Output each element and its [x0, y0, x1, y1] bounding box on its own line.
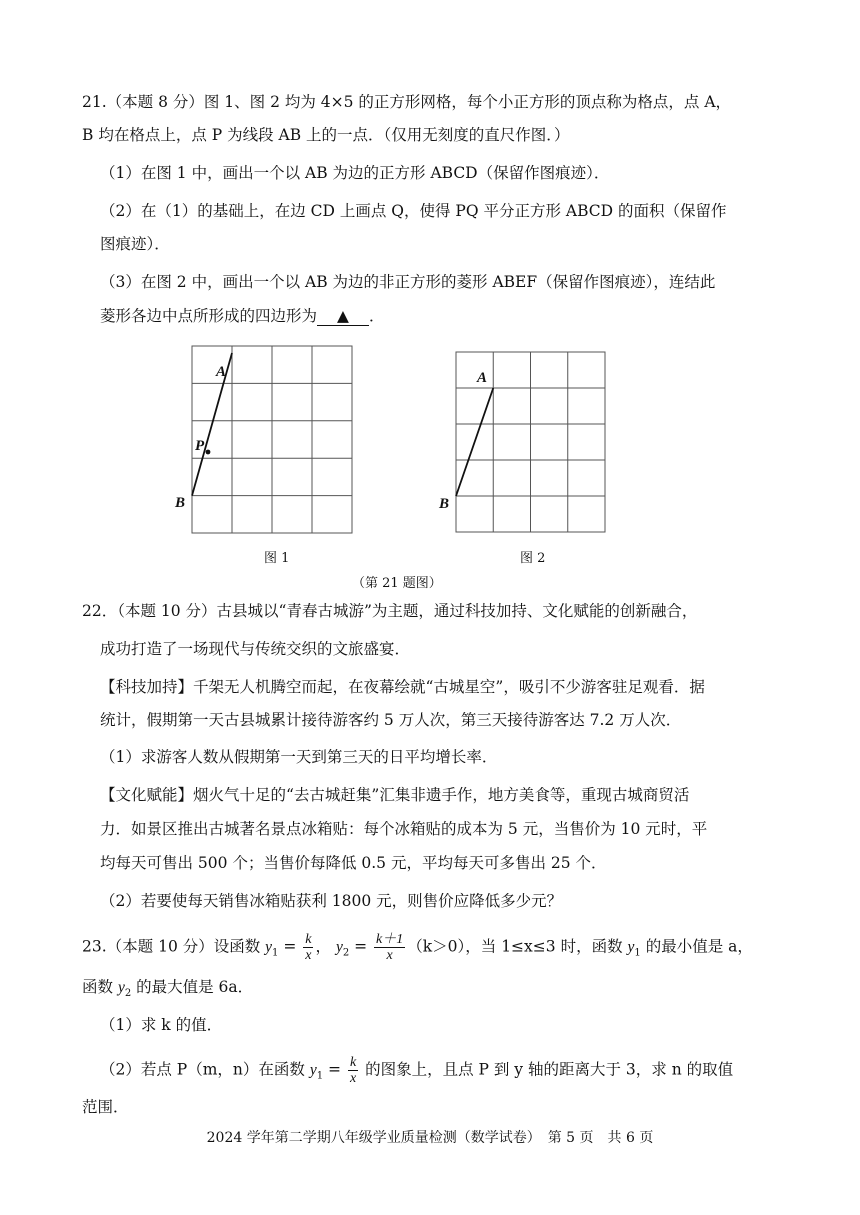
equals-sign: =	[278, 937, 302, 956]
page-footer: 2024 学年第二学期八年级学业质量检测（数学试卷） 第 5 页 共 6 页	[206, 1130, 654, 1146]
figure-caption: （第 21 题图）	[352, 576, 442, 591]
q21-line-2: B 均在格点上，点 P 为线段 AB 上的一点．（仅用无刻度的直尺作图．）	[82, 126, 570, 144]
answer-blank: ▲	[317, 307, 369, 326]
q21-part-3-cont	[100, 305, 385, 327]
var-y: y	[335, 938, 343, 956]
var-y: y	[117, 979, 125, 996]
q21-part-1: （1）在图 1 中，画出一个以 AB 为边的正方形 ABCD（保留作图痕迹）．	[100, 164, 610, 182]
subscript-1: 1	[634, 947, 641, 959]
q21-part-2: （2）在（1）的基础上，在边 CD 上画点 Q，使得 PQ 平分正方形 ABCD 的面积（保留作	[100, 202, 727, 220]
segment-ab-fig2	[456, 388, 493, 496]
fraction-k-over-x: $\frac{k}{x}$	[305, 932, 312, 963]
figure-2-label: 图 2	[520, 551, 546, 566]
q23-line-1	[82, 932, 753, 965]
var-y: y	[627, 938, 635, 956]
subscript-1: 1	[272, 947, 279, 959]
label-a: A	[216, 364, 227, 380]
q23-min-text: 的最小值是 a，	[640, 937, 753, 956]
equals-sign: =	[349, 937, 373, 956]
figure-1-label: 图 1	[264, 551, 290, 566]
subscript-2: 2	[124, 988, 132, 1000]
q22-culture-line-1: 【文化赋能】烟火气十足的“去古城赶集”汇集非遗手作，地方美食等，重现古城商贸活	[100, 786, 690, 804]
label-p: P	[195, 438, 205, 454]
q22-part-2: （2）若要使每天销售冰箱贴获利 1800 元，则售价应降低多少元？	[100, 892, 563, 910]
q23-condition: （k＞0），当 1≤x≤3 时，函数	[407, 937, 628, 956]
figure-1-grid	[170, 340, 370, 540]
point-p	[206, 450, 211, 455]
fraction-k-over-x: $\frac{k}{x}$	[349, 1055, 357, 1086]
q22-culture-line-2: 力．如景区推出古城著名景点冰箱贴：每个冰箱贴的成本为 5 元，当售价为 10 元时，平	[100, 820, 708, 838]
q21-line-1: 21.（本题 8 分）图 1、图 2 均为 4×5 的正方形网格，每个小正方形的顶点称为格点，点 A，	[82, 93, 732, 111]
q23-line-2: 函数 $y_2$ 的最大值是 6a．	[82, 978, 254, 1000]
q23-intro: 23.（本题 10 分）设函数	[82, 937, 266, 956]
q22-culture-line-3: 均每天可售出 500 个；当售价每降低 0.5 元，平均每天可多售出 25 个．	[100, 854, 607, 872]
q21-part-3: （3）在图 2 中，画出一个以 AB 为边的非正方形的菱形 ABEF（保留作图痕迹），连结此	[100, 273, 716, 291]
q23-part-2-cont: 范围．	[82, 1098, 129, 1116]
fraction-k-plus-1-over-x: $\frac{k+1}{x}$	[376, 932, 404, 963]
var-y: y	[309, 1061, 317, 1079]
equals-sign: =	[323, 1060, 346, 1079]
q22-tech-line-2: 统计，假期第一天古县城累计接待游客约 5 万人次，第三天接待游客达 7.2 万人次．	[100, 711, 682, 729]
q22-line-1: 22．（本题 10 分）古县城以“青春古城游”为主题，通过科技加持、文化赋能的创新融合，	[82, 602, 698, 620]
label-b-fig2: B	[439, 496, 450, 512]
q23-part-1: （1）求 k 的值．	[100, 1016, 223, 1034]
q22-part-1: （1）求游客人数从假期第一天到第三天的日平均增长率．	[100, 748, 498, 766]
comma: ，	[315, 937, 331, 956]
subscript-2: 2	[342, 947, 350, 959]
label-a-fig2: A	[477, 370, 488, 386]
q22-tech-line-1: 【科技加持】千架无人机腾空而起，在夜幕绘就“古城星空”，吸引不少游客驻足观看．据	[100, 678, 705, 696]
var-y: y	[265, 938, 273, 956]
label-b: B	[175, 495, 186, 511]
q21-part-2-cont: 图痕迹）．	[100, 235, 170, 253]
q21-answer-prefix: 菱形各边中点所形成的四边形为	[100, 307, 318, 325]
q22-line-2: 成功打造了一场现代与传统交织的文旅盛宴．	[100, 640, 411, 658]
q21-answer-suffix: ．	[369, 307, 385, 325]
subscript-1: 1	[316, 1070, 324, 1082]
figure-2-grid	[434, 340, 634, 540]
q23-part-2: （2）若点 P（m，n）在函数 $y_1$ = $\frac{k}{x}$ 的图象上，且点 P 到 y 轴的距离大于 3，求 n 的取值	[100, 1055, 734, 1086]
